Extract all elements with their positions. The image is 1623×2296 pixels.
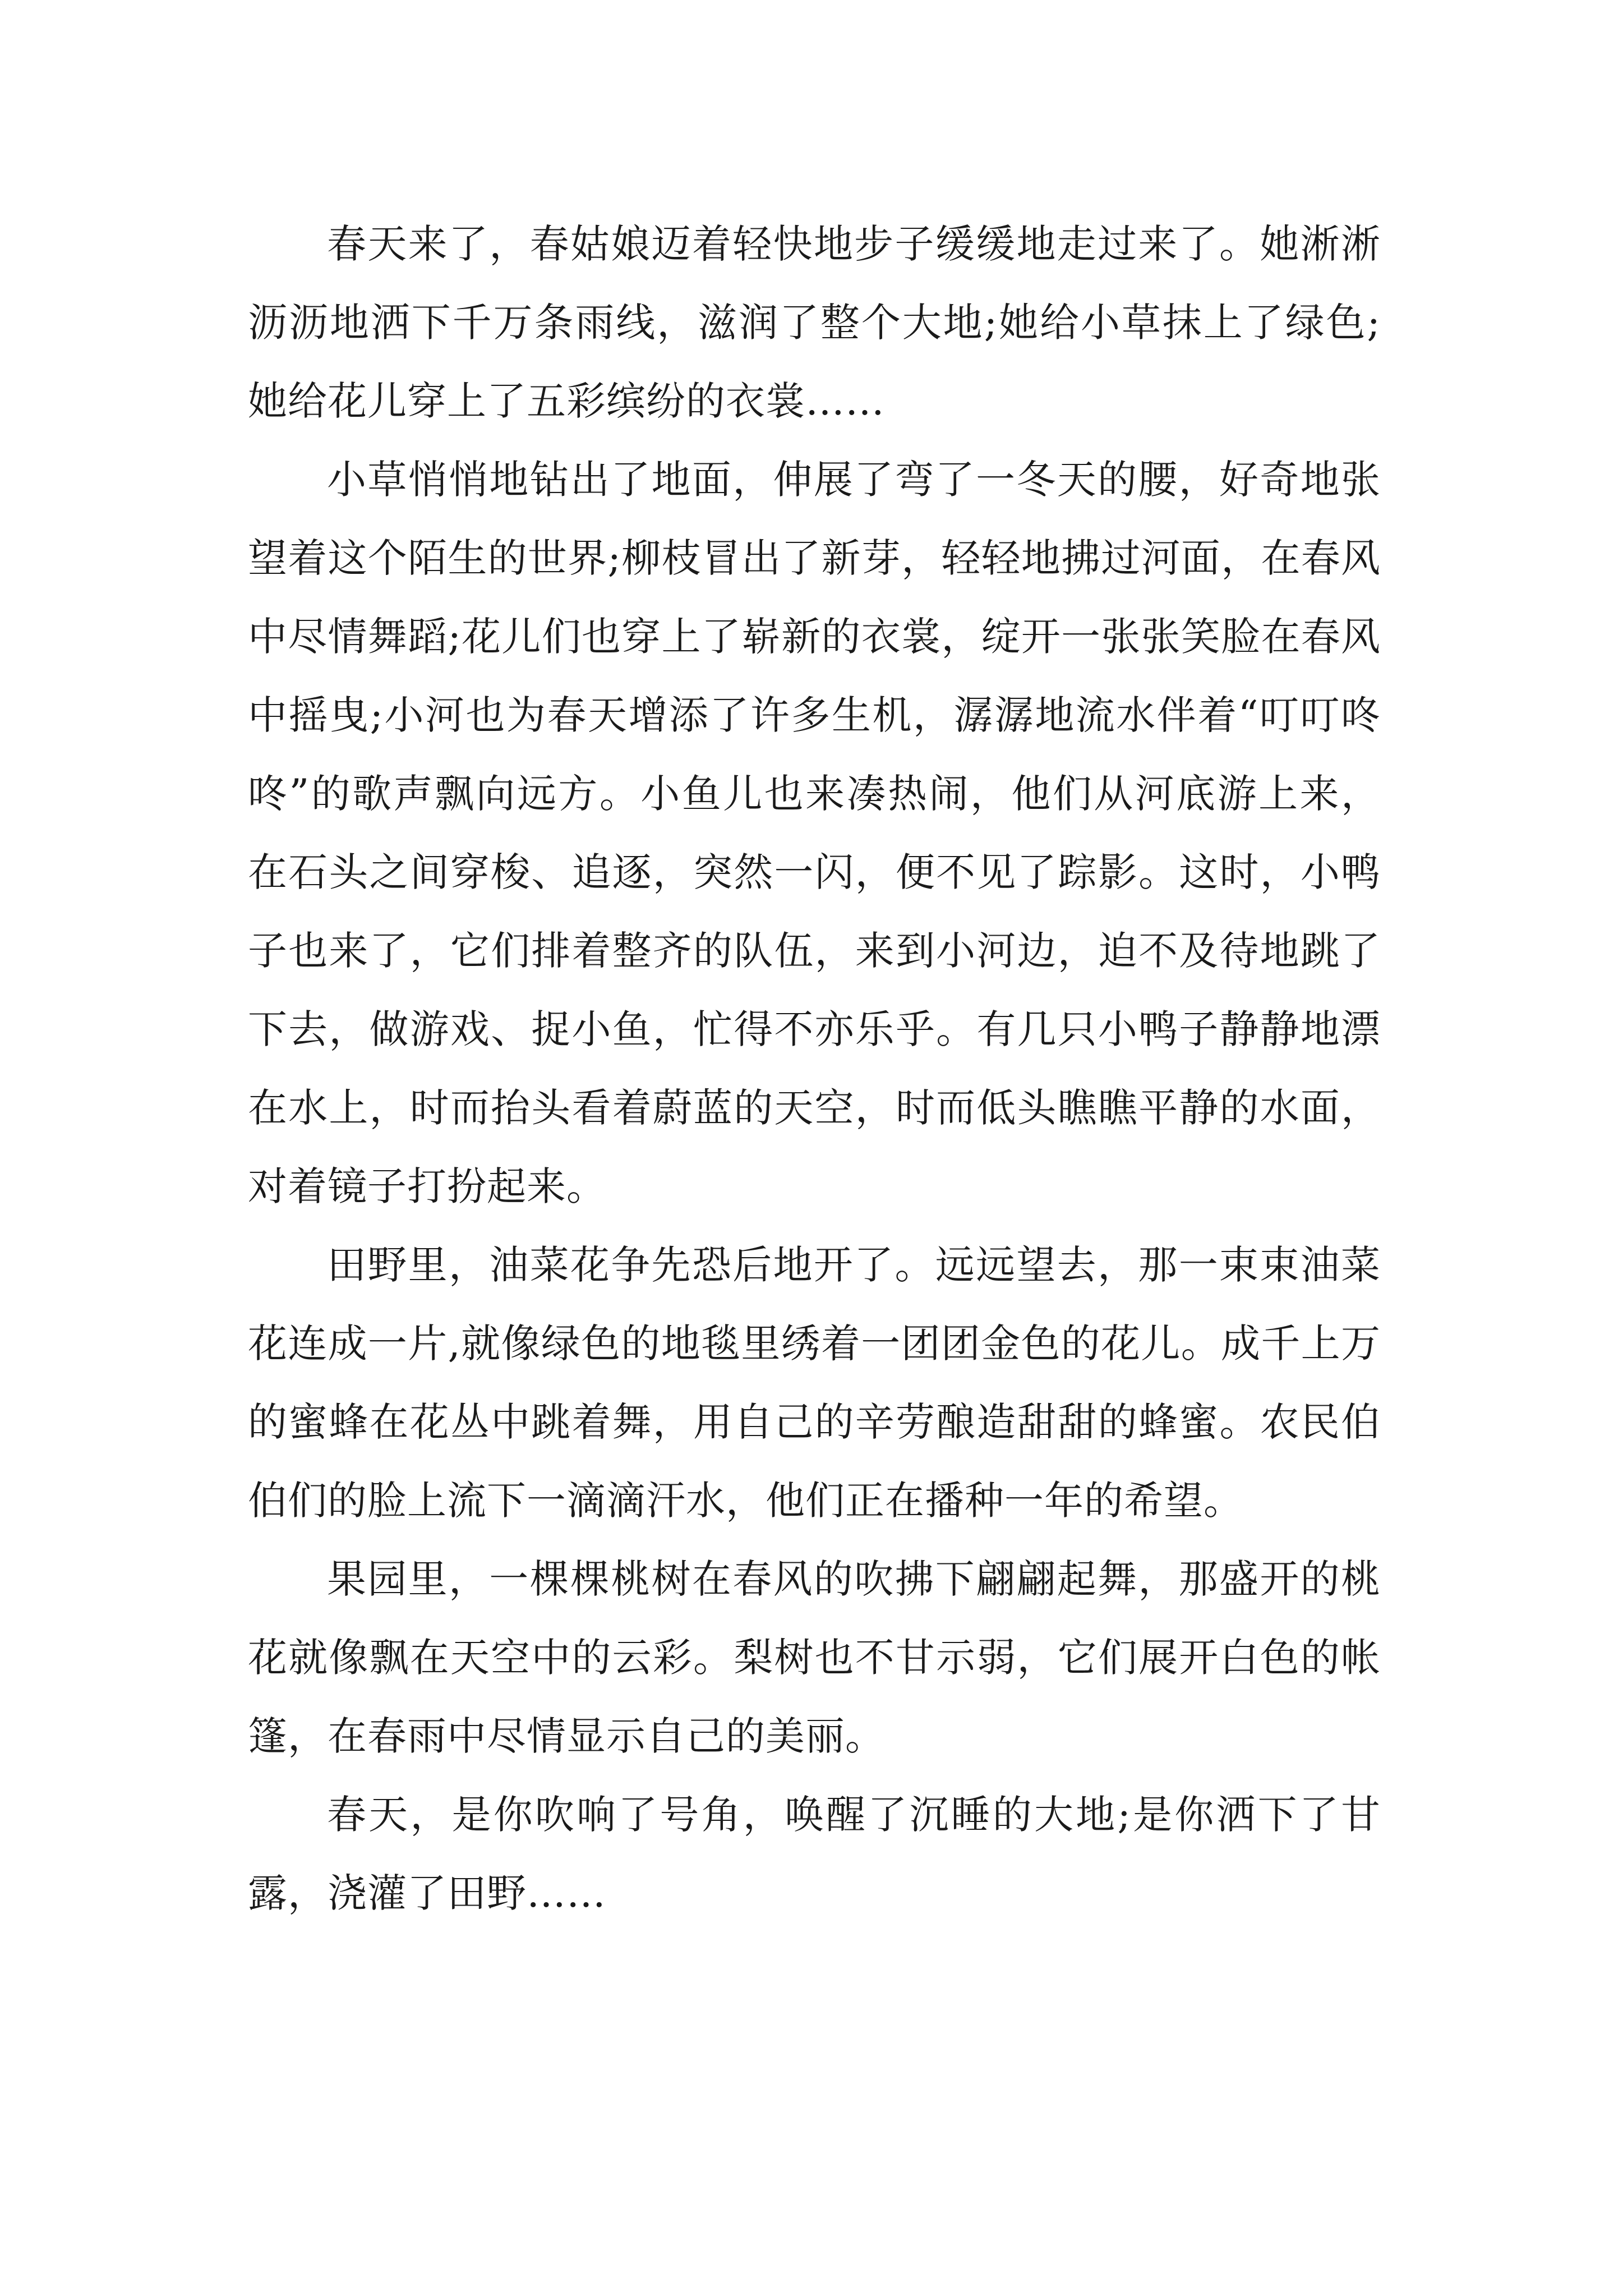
- paragraph-1: 春天来了，春姑娘迈着轻快地步子缓缓地走过来了。她淅淅沥沥地洒下千万条雨线，滋润了整个大地;她给小草抹上了绿色;她给花儿穿上了五彩缤纷的衣裳……: [248, 221, 1381, 424]
- paragraph-3: 田野里，油菜花争先恐后地开了。远远望去，那一束束油菜花连成一片,就像绿色的地毯里绣着一团团金色的花儿。成千上万的蜜蜂在花丛中跳着舞，用自己的辛劳酿造甜甜的蜂蜜。农民伯伯们的脸上流下一滴滴汗水，他们正在播种一年的希望。: [248, 1242, 1381, 1524]
- document-body: [248, 205, 1381, 1932]
- paragraph-2: 小草悄悄地钻出了地面，伸展了弯了一冬天的腰，好奇地张望着这个陌生的世界;柳枝冒出了新芽，轻轻地拂过河面，在春风中尽情舞蹈;花儿们也穿上了崭新的衣裳，绽开一张张笑脸在春风中摇曳;小河也为春天增添了许多生机，潺潺地流水伴着“叮叮咚咚”的歌声飘向远方。小鱼儿也来凑热闹，他们从河底游上来，在石头之间穿梭、追逐，突然一闪，便不见了踪影。这时，小鸭子也来了，它们排着整齐的队伍，来到小河边，迫不及待地跳了下去，做游戏、捉小鱼，忙得不亦乐乎。有几只小鸭子静静地漂在水上，时而抬头看着蔚蓝的天空，时而低头瞧瞧平静的水面，对着镜子打扮起来。: [248, 457, 1381, 1209]
- paragraph-5: 春天，是你吹响了号角，唤醒了沉睡的大地;是你洒下了甘露，浇灌了田野……: [248, 1792, 1381, 1916]
- paragraph-4: 果园里，一棵棵桃树在春风的吹拂下翩翩起舞，那盛开的桃花就像飘在天空中的云彩。梨树也不甘示弱，它们展开白色的帐篷，在春雨中尽情显示自己的美丽。: [248, 1556, 1381, 1759]
